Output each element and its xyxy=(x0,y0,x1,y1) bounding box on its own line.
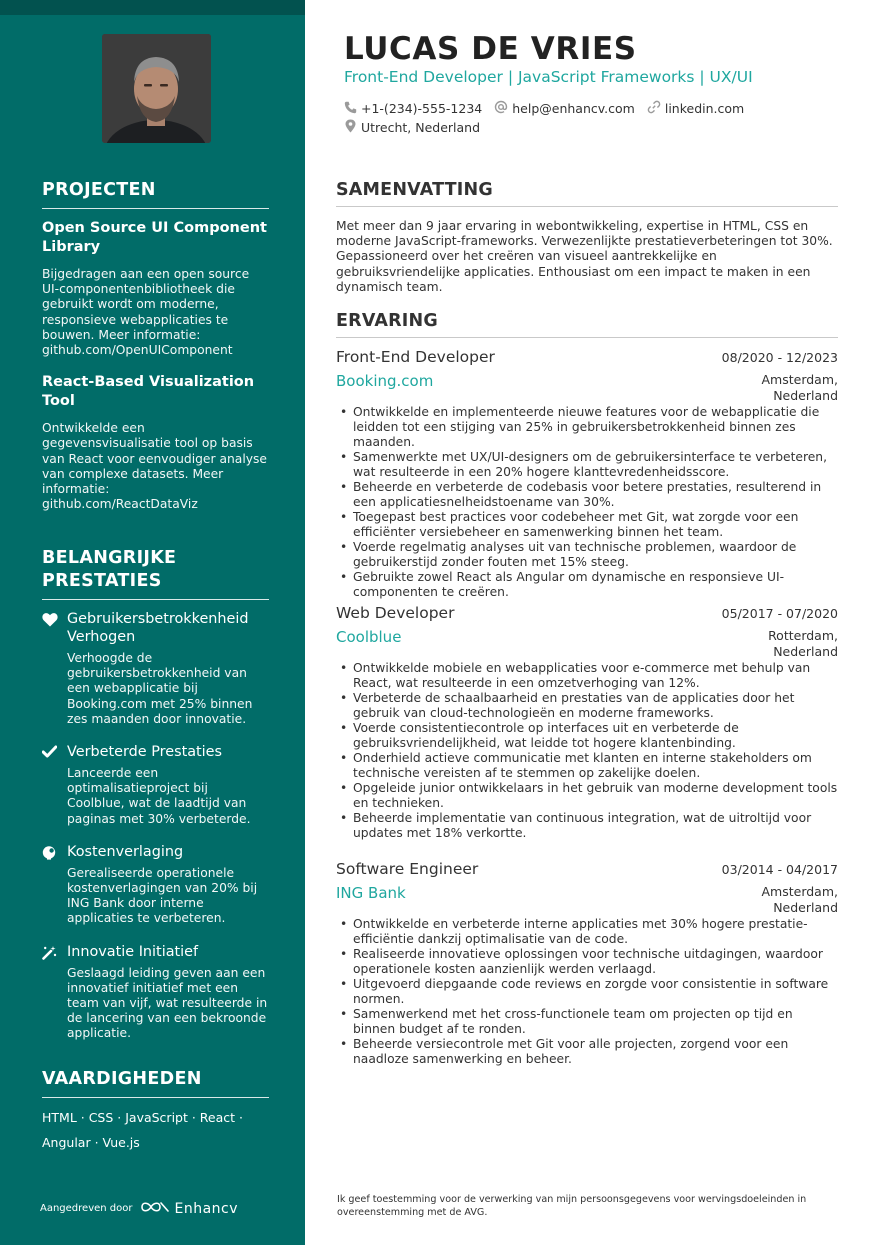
achievements-heading-line1: BELANGRIJKE xyxy=(42,548,177,568)
link-icon xyxy=(647,100,665,117)
linkedin-text[interactable]: linkedin.com xyxy=(664,101,745,116)
heart-icon xyxy=(42,610,67,727)
piggy-bank-icon xyxy=(42,843,67,927)
job-bullets xyxy=(336,661,838,841)
list-item: • Toegepast best practices voor codebeheer met Git, wat zorgde voor een efficiënter versiebeheer en samenwerking binnen het team. xyxy=(336,510,838,540)
powered-by xyxy=(40,1200,238,1217)
phone-icon xyxy=(344,101,361,117)
achievement-item xyxy=(42,943,269,1042)
job-dates: 05/2017 - 07/2020 xyxy=(721,606,838,621)
list-item: • Opgeleide junior ontwikkelaars in het gebruik van moderne development tools en technieken. xyxy=(336,781,838,811)
project-item xyxy=(42,373,269,512)
job-location: Amsterdam, Nederland xyxy=(761,884,838,915)
at-icon xyxy=(494,100,512,117)
enhancv-logo-icon xyxy=(140,1200,170,1217)
contact-phone xyxy=(344,100,482,117)
achievement-title: Innovatie Initiatief xyxy=(67,943,199,960)
contact-row xyxy=(344,100,756,117)
list-item: • Realiseerde innovatieve oplossingen voor technische uitdagingen, waardoor operationele kosten aanzienlijk werden verlaagd. xyxy=(336,947,838,977)
job-company: ING Bank xyxy=(336,884,406,902)
job-entry xyxy=(336,604,838,841)
job-dates: 08/2020 - 12/2023 xyxy=(721,350,838,365)
achievement-item xyxy=(42,843,269,927)
list-item: • Ontwikkelde en implementeerde nieuwe features voor de webapplicatie die leidden tot een stijging van 25% in gebruikersbetrokkenheid binnen zes maanden. xyxy=(336,405,838,450)
project-description: Ontwikkelde een gegevensvisualisatie tool op basis van React voor eenvoudiger analyse van complexe datasets. Meer informatie: github.com/ReactDataViz xyxy=(42,421,267,512)
job-role: Software Engineer xyxy=(336,860,479,878)
skills-line-2: Angular · Vue.js xyxy=(42,1135,140,1150)
project-title: Open Source UI Component Library xyxy=(42,220,267,255)
project-title: React-Based Visualization Tool xyxy=(42,374,255,410)
phone-text[interactable]: +1-(234)-555-1234 xyxy=(361,101,483,116)
job-dates: 03/2014 - 04/2017 xyxy=(721,862,838,877)
summary-heading: SAMENVATTING xyxy=(336,180,838,207)
achievement-title: Kostenverlaging xyxy=(67,843,184,860)
list-item: • Beheerde en verbeterde de codebasis voor betere prestaties, resulterend in een applicatiesnelheidstoename van 30%. xyxy=(336,480,838,510)
list-item: • Beheerde versiecontrole met Git voor alle projecten, zorgend voor een naadloze samenwerking en beheer. xyxy=(336,1037,838,1067)
sidebar-top-strip xyxy=(0,0,305,15)
email-text[interactable]: help@enhancv.com xyxy=(512,101,635,116)
contact-email xyxy=(494,100,635,117)
profile-photo xyxy=(102,34,211,143)
skills-heading: VAARDIGHEDEN xyxy=(42,1068,269,1098)
project-item xyxy=(42,219,269,358)
experience-heading: ERVARING xyxy=(336,311,838,338)
projects-section xyxy=(42,179,269,512)
achievements-section xyxy=(42,547,269,1042)
job-entry xyxy=(336,348,838,600)
candidate-name: LUCAS DE VRIES xyxy=(344,31,637,67)
magic-wand-icon xyxy=(42,943,67,1042)
location-pin-icon xyxy=(344,119,361,136)
contact-location xyxy=(344,119,480,136)
achievement-description: Lanceerde een optimalisatieproject bij Coolblue, wat de laadtijd van paginas met 30% verbeterde. xyxy=(67,766,251,826)
projects-heading: PROJECTEN xyxy=(42,179,269,209)
sidebar xyxy=(0,0,305,1245)
achievement-item xyxy=(42,610,269,727)
list-item: • Voerde regelmatig analyses uit van technische problemen, waardoor de gebruikerstijd zonder fouten met 15% steeg. xyxy=(336,540,838,570)
list-item: • Voerde consistentiecontrole op interfaces uit en verbeterde de gebruiksvriendelijkheid, wat leidde tot hogere klantenbinding. xyxy=(336,721,838,751)
job-bullets xyxy=(336,405,838,600)
job-company: Coolblue xyxy=(336,628,402,646)
achievement-description: Geslaagd leiding geven aan een innovatief initiatief met een team van vijf, wat resulteerde in de lancering van een bekroonde applicatie. xyxy=(67,965,268,1041)
summary-text: Met meer dan 9 jaar ervaring in webontwikkeling, expertise in HTML, CSS en moderne JavaScript-frameworks. Verwezenlijkte prestatieverbeteringen tot 30%. Gepassioneerd over het creëren van visueel aantrekkelijke en gebruiksvriendelijke applicaties. Enthousiast om een impact te maken in een dynamisch team. xyxy=(336,219,833,294)
list-item: • Samenwerkte met UX/UI-designers om de gebruikersinterface te verbeteren, wat resulteerde in een 20% hogere klanttevredenheidsscore. xyxy=(336,450,838,480)
job-location: Amsterdam, Nederland xyxy=(761,372,838,403)
contact-row-location xyxy=(344,119,492,136)
brand-name: Enhancv xyxy=(174,1200,239,1217)
achievement-description: Verhoogde de gebruikersbetrokkenheid van een webapplicatie bij Booking.com met 25% binnen zes maanden door innovatie. xyxy=(67,651,253,726)
powered-by-label: Aangedreven door xyxy=(40,1203,133,1214)
job-bullets xyxy=(336,917,838,1067)
list-item: • Uitgevoerd diepgaande code reviews en zorgde voor consistentie in software normen. xyxy=(336,977,838,1007)
consent-text: Ik geef toestemming voor de verwerking van mijn persoonsgegevens voor wervingsdoeleinden in overeenstemming met de AVG. xyxy=(337,1194,807,1218)
list-item: • Onderhield actieve communicatie met klanten en interne stakeholders om technische vereisten af te stemmen op zakelijke doelen. xyxy=(336,751,838,781)
list-item: • Samenwerkend met het cross-functionele team om projecten op tijd en binnen budget af te ronden. xyxy=(336,1007,838,1037)
job-location: Rotterdam, Nederland xyxy=(768,628,838,659)
achievements-heading xyxy=(42,547,269,600)
skills-section xyxy=(42,1068,269,1155)
job-company: Booking.com xyxy=(336,372,434,390)
achievement-description: Gerealiseerde operationele kostenverlagingen van 20% bij ING Bank door interne applicaties te verbeteren. xyxy=(67,865,258,926)
project-description: Bijgedragen aan een open source UI-componentenbibliotheek die gebruikt wordt om moderne, responsieve webapplicaties te bouwen. Meer informatie: github.com/OpenUIComponent xyxy=(42,267,250,358)
contact-linkedin xyxy=(647,100,744,117)
achievement-title: Gebruikersbetrokkenheid Verhogen xyxy=(67,611,249,645)
headline: Front-End Developer | JavaScript Frameworks | UX/UI xyxy=(344,68,753,86)
achievement-item xyxy=(42,743,269,827)
achievements-heading-line2: PRESTATIES xyxy=(42,571,162,591)
list-item: • Ontwikkelde en verbeterde interne applicaties met 30% hogere prestatie-efficiëntie dankzij optimalisatie van de code. xyxy=(336,917,838,947)
check-icon xyxy=(42,743,67,827)
skills-line-1: HTML · CSS · JavaScript · React · xyxy=(42,1110,243,1125)
list-item: • Verbeterde de schaalbaarheid en prestaties van de applicaties door het gebruik van cloud-technologieën en moderne frameworks. xyxy=(336,691,838,721)
list-item: • Gebruikte zowel React als Angular om dynamische en responsieve UI-componenten te creëren. xyxy=(336,570,838,600)
achievement-title: Verbeterde Prestaties xyxy=(67,744,223,761)
list-item: • Beheerde implementatie van continuous integration, wat de uitroltijd voor updates met 18% verkortte. xyxy=(336,811,838,841)
skills-list xyxy=(42,1105,269,1155)
location-text: Utrecht, Nederland xyxy=(361,120,481,135)
job-role: Web Developer xyxy=(336,604,455,622)
job-entry xyxy=(336,860,838,1067)
job-role: Front-End Developer xyxy=(336,348,495,366)
list-item: • Ontwikkelde mobiele en webapplicaties voor e-commerce met behulp van React, wat resulteerde in een omzetverhoging van 12%. xyxy=(336,661,838,691)
